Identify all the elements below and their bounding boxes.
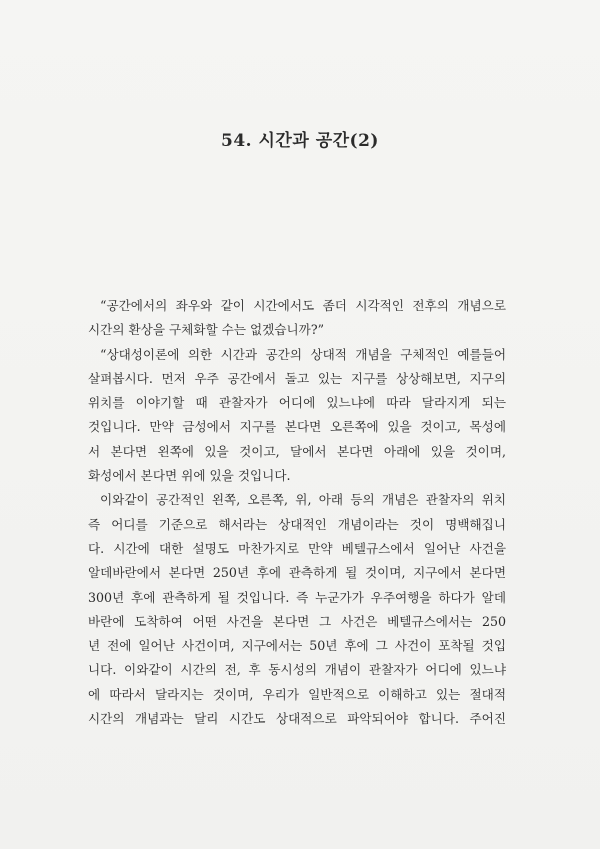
text-line: 니다. 이와같이 시간의 전, 후 동시성의 개념이 관찰자가 어디에 있느냐 <box>88 662 506 678</box>
text-line: 바란에 도착하여 어떤 사건을 본다면 그 사건은 베텔규스에서는 250 <box>88 613 506 629</box>
text-line: 화성에서 본다면 위에 있을 것입니다. <box>88 468 291 484</box>
text-line: “상대성이론에 의한 시간과 공간의 상대적 개념을 구체적인 예를들어 <box>100 346 506 362</box>
text-line: 위치를 이야기할 때 관찰자가 어디에 있느냐에 따라 달라지게 되는 <box>88 395 506 411</box>
text-line: “공간에서의 좌우와 같이 시간에서도 좀더 시각적인 전후의 개념으로 <box>100 298 506 313</box>
text-line: 알데바란에서 본다면 250년 후에 관측하게 될 것이며, 지구에서 본다면 <box>88 565 506 581</box>
text-line: 300년 후에 관측하게 될 것입니다. 즉 누군가가 우주여행을 하다가 알데 <box>88 589 506 605</box>
text-line: 년 전에 일어난 사건이며, 지구에서는 50년 후에 그 사건이 포착될 것입 <box>88 638 506 654</box>
text-line: 에 따라서 달라지는 것이며, 우리가 일반적으로 이해하고 있는 절대적 <box>88 686 506 702</box>
text-line: 다. 시간에 대한 설명도 마찬가지로 만약 베텔규스에서 일어난 사건을 <box>88 540 506 556</box>
text-line: 살펴봅시다. 먼저 우주 공간에서 돌고 있는 지구를 상상해보면, 지구의 <box>88 370 506 386</box>
text-line: 서 본다면 왼쪽에 있을 것이고, 달에서 본다면 아래에 있을 것이며, <box>88 443 506 459</box>
text-line: 이와같이 공간적인 왼쪽, 오른쪽, 위, 아래 등의 개념은 관찰자의 위치 <box>100 492 506 508</box>
text-line: 것입니다. 만약 금성에서 지구를 본다면 오른쪽에 있을 것이고, 목성에 <box>88 419 506 435</box>
text-line: 시간의 개념과는 달리 시간도 상대적으로 파악되어야 합니다. 주어진 <box>88 711 506 727</box>
page-title: 54. 시간과 공간(2) <box>221 131 379 151</box>
text-line: 즉 어디를 기준으로 해서라는 상대적인 개념이라는 것이 명백해집니 <box>88 516 506 532</box>
body-text <box>88 294 506 731</box>
text-line: 시간의 환상을 구체화할 수는 없겠습니까?” <box>88 322 325 338</box>
